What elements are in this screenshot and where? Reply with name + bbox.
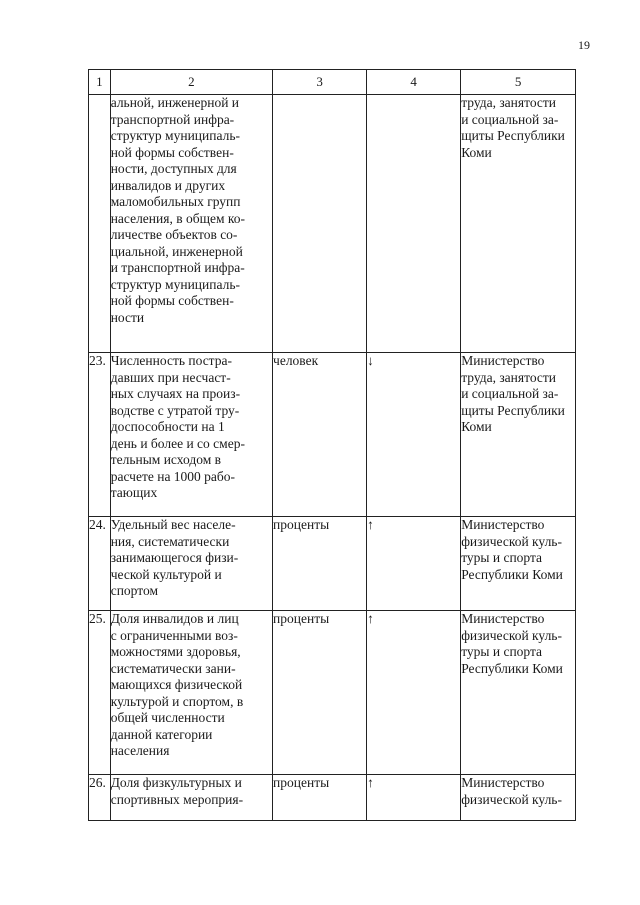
row-number: 26. <box>89 775 111 821</box>
table-row <box>89 611 576 775</box>
column-header: 2 <box>110 70 272 95</box>
table-row <box>89 353 576 517</box>
responsible-agency: Министерство физической куль- <box>461 775 576 821</box>
row-number: 23. <box>89 353 111 517</box>
unit-of-measure: проценты <box>273 775 367 821</box>
responsible-agency: труда, занятости и социальной за- щиты Республики Коми <box>461 95 576 353</box>
table-header-row <box>89 70 576 95</box>
trend-direction <box>367 95 461 353</box>
unit-of-measure: проценты <box>273 611 367 775</box>
column-header: 3 <box>273 70 367 95</box>
responsible-agency: Министерство труда, занятости и социальной за- щиты Республики Коми <box>461 353 576 517</box>
table-row <box>89 95 576 353</box>
row-number: 25. <box>89 611 111 775</box>
indicator-description: Численность постра- давших при несчаст- ных случаях на произ- водстве с утратой тру- доспособности на 1 день и более и со смер- тельным исходом в расчете на 1000 рабо- тающих <box>110 353 272 517</box>
trend-direction: ↑ <box>367 611 461 775</box>
trend-direction: ↑ <box>367 517 461 611</box>
responsible-agency: Министерство физической куль- туры и спорта Республики Коми <box>461 611 576 775</box>
unit-of-measure <box>273 95 367 353</box>
column-header: 1 <box>89 70 111 95</box>
column-header: 4 <box>367 70 461 95</box>
responsible-agency: Министерство физической куль- туры и спорта Республики Коми <box>461 517 576 611</box>
column-header: 5 <box>461 70 576 95</box>
page-number: 19 <box>578 38 590 52</box>
row-number: 24. <box>89 517 111 611</box>
trend-direction: ↓ <box>367 353 461 517</box>
unit-of-measure: человек <box>273 353 367 517</box>
unit-of-measure: проценты <box>273 517 367 611</box>
indicator-description: Доля физкультурных и спортивных мероприя- <box>110 775 272 821</box>
trend-direction: ↑ <box>367 775 461 821</box>
indicator-description: альной, инженерной и транспортной инфра- структур муниципаль- ной формы собствен- ности, доступных для инвалидов и других маломобильных групп населения, в общем ко- личестве объектов со- циальной, инженерной и транспортной инфра- структур муниципаль- ной формы собствен- ности <box>110 95 272 353</box>
indicator-description: Доля инвалидов и лиц с ограниченными воз- можностями здоровья, систематически зани- мающихся физической культурой и спортом, в общей численности данной категории населения <box>110 611 272 775</box>
indicators-table <box>88 69 576 821</box>
row-number <box>89 95 111 353</box>
table-row <box>89 775 576 821</box>
indicator-description: Удельный вес населе- ния, систематически занимающегося физи- ческой культурой и спортом <box>110 517 272 611</box>
table-row <box>89 517 576 611</box>
